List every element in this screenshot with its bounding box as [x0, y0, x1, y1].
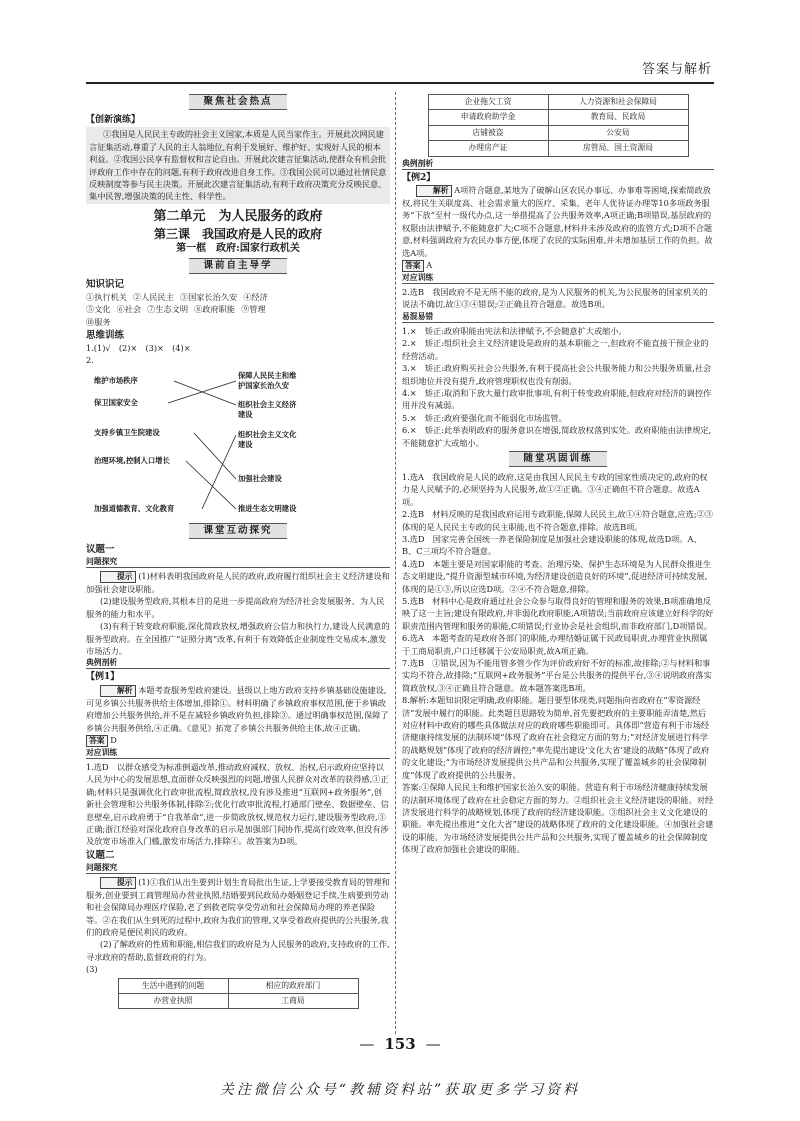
header-rule [86, 82, 714, 84]
confusion-item: 1.× 矫正:政府职能由宪法和法律赋予,不会随意扩大或缩小。 [402, 325, 627, 336]
topic-2-answer-1: 提示 (1)①我们从出生要到计划生育局批出生证,上学要接受教育局的管理和服务,创业要到工商管理局办营业执照,结婚要到民政局办婚姻登记手续,生病要到劳动和社会保障局办理医疗保险,老了到救老院享受劳动和社会保障局办理的养老保险等。②在我们从生到死的过程中,政府为我们的管理,又享受着政府提供的公共服务,我们的政府是便民利民的政府。 [86, 876, 390, 937]
diagram-right-3b: 建设 [238, 439, 253, 449]
confusion-item: 3.× 矫正:政府购买社会公共服务,有利于提高社会公共服务能力和公共服务质量,社会组织地位并没有提升,政府管理职权也没有削弱。 [402, 363, 712, 386]
table-row: 生活中遇到的问题 相应的政府部门 [118, 978, 358, 993]
table-row: 店铺被盗 公安局 [428, 125, 688, 140]
question-explore-label-2: 问题探究 [86, 863, 390, 874]
diagram-right-3a: 组织社会主义文化 [238, 429, 297, 439]
diagram-left-1: 维护市场秩序 [94, 375, 138, 385]
diagram-left-2: 保卫国家安全 [94, 397, 138, 407]
example-1-answer: 答案 D [86, 734, 390, 747]
knowledge-row-2: ⑤文化 ⑥社会 ⑦生态文明 ⑧政府职能 ⑨管理 [86, 304, 266, 315]
diagram-right-1a: 保障人民民主和维 [238, 370, 297, 380]
innovation-text: ①我国是人民民主专政的社会主义国家,本质是人民当家作主。开展此次网民建言征集活动,尊重了人民的主人翁地位,有利于发展好、维护好、实现好人民的根本利益。②我国公民享有监督权和言论自由。开展此次建言征集活动,使群众有机会批评政府工作中存在的问题,有利于政府改进自身工作。③我国公民可以通过社情民意反映制度等参与民主决策。开展此次建言征集活动,有利于政府决策充分反映民意、集中民智,增强决策的民主性、科学性。 [86, 127, 390, 203]
topic-2-heading: 议题二 [86, 849, 115, 861]
example-1-number: 【例1】 [86, 672, 120, 683]
example-2-number: 【例2】 [402, 172, 436, 183]
topic-2-answer-2: (2)了解政府的性质和职能,相信我们的政府是为人民服务的政府,支持政府的工作,寻求政府的帮助,监督政府的行为。 [86, 939, 390, 962]
header-title: 答案与解析 [641, 62, 712, 77]
table-row: 办营业执照 工商局 [118, 994, 358, 1009]
matching-diagram [86, 369, 390, 521]
left-column [86, 92, 390, 1011]
diagram-right-1b: 护国家长治久安 [238, 380, 290, 390]
topic-1-answer-1: 提示 (1)材料表明我国政府是人民的政府,政府履行组织社会主义经济建设和加强社会建设职能。 [86, 570, 390, 594]
example-label-1: 典例剖析 [86, 658, 390, 669]
dept-table-left [118, 978, 359, 1010]
example-2-analysis: 解析 A项符合题意,某地为了破解山区农民办事远、办事难等困境,探索简政放权,将民生关联度高、社会需求量大的医疗、采集、老年人优待证办理等10多项政务服务“下放”至村一级代办点,这一举措提高了公共服务效率,A项正确;B项错误,基层政府的权限由法律赋予,不能随意扩大;C项不合题意,材料并未涉及政府的监管方式;D项不合题意,材料强调政府为农民办事方便,体现了农民的实际困难,并未增加基层工作的负担。故选A项。 [402, 185, 713, 258]
knowledge-heading: 知识识记 [86, 278, 125, 290]
diagram-left-5: 加强道德教育、文化教育 [94, 503, 175, 513]
consolidate-item: 6.选A 本题考查的是政府各部门的职能,办理结婚证属于民政局职责,办理营业执照属于工商局职责,户口迁移属于公安局职责,故A项正确。 [402, 633, 708, 656]
thinking-heading: 思维训练 [86, 330, 125, 342]
unit-title: 第二单元 为人民服务的政府 [153, 208, 323, 224]
consolidate-item: 7.选B ①错误,因为不能用管多管少作为评价政府好不好的标准,故排除;②与材料和事实均不符合,故排除;“互联网+政务服务”平台是公共服务的提供平台,③④说明政府落实简政放权,③④正确且符合题意。故本题答案选B项。 [402, 658, 712, 693]
frame-title: 第一框 政府:国家行政机关 [176, 242, 300, 254]
topic-1-answer-2: (2)建设服务型政府,其根本目的是进一步提高政府为经济社会发展服务、为人民服务的能力和水平。 [86, 596, 385, 619]
column-divider [395, 92, 396, 1034]
diagram-right-5: 推进生态文明建设 [238, 503, 297, 513]
consolidate-item: 4.选D 本题主要是对国家职能的考查。治理污染、保护生态环境是为人民群众推进生态文明建设,“提升资源型城市环境,为经济建设创造良好的环境”,促进经济可持续发展,体现的是①③,所以应选D项。②④不符合题意,排除。 [402, 558, 712, 594]
topic-2-answer-3: (3) [86, 964, 98, 975]
confusion-item: 4.× 矫正:取消和下放大量行政审批事项,有利于转变政府职能,但政府对经济的调控作用并没有减弱。 [402, 387, 712, 411]
diagram-left-4: 治理环境,控制人口增长 [94, 455, 170, 465]
knowledge-row-1: ①执行机关 ②人民民主 ③国家长治久安 ④经济 [86, 291, 268, 302]
consolidate-item: 2.选B 材料反映的是我国政府运用专政职能,保障人民民主,故①④符合题意,应选;②③体现的是人民民主专政的民主职能,也不符合题意,排除。故选B项。 [402, 509, 713, 532]
consolidate-item: 1.选A 我国政府是人民的政府,这是由我国人民民主专政的国家性质决定的,政府的权力是人民赋予的,必须坚持为人民服务,故①②正确。③④正确但不符合题意。故选A项。 [402, 471, 708, 507]
banner-preview: 课前自主导学 [86, 258, 390, 274]
consolidate-item: 3.选D 国家完善全国统一养老保险制度是加强社会建设职能的体现,故选D项。A、B、C三项均不符合题意。 [402, 533, 702, 557]
example-2-answer: 答案 A [402, 259, 714, 272]
diagram-right-4: 加强社会建设 [238, 473, 282, 483]
banner-social-hotspot: 聚焦社会热点 [86, 94, 390, 110]
banner-consolidate: 随堂巩固训练 [402, 451, 714, 467]
training-1-text: 1.选D 以群众感受为标准倒逼改革,推动政府减权、放权、治权,启示政府应坚持以人民为中心的发展思想,直面群众反映强烈的问题,增强人民群众对改革的获得感,①正确;材料只是强调优化行政审批流程,简政放权,没有涉及推进“互联网+政务服务”,创新社会管理和公共服务体制,排除②;优化行政审批流程,打通部门壁垒、数据壁垒、信息壁垒,启示政府勇于“自我革命”,进一步简政放权,规范权力运行,建设服务型政府,③正确;浙江经验对深化政府自身改革的启示是加强部门间协作,提高行政效率,但没有涉及放宽市场准入门槛,激发市场活力,排除④。故答案为D项。 [86, 761, 389, 847]
training-label-2: 对应训练 [402, 273, 714, 284]
diagram-right-2a: 组织社会主义经济 [238, 399, 297, 409]
diagram-right-2b: 建设 [238, 409, 253, 419]
right-column [402, 92, 714, 856]
confusion-item: 2.× 矫正:组织社会主义经济建设是政府的基本职能之一,但政府不能直接干预企业的经营活动。 [402, 338, 709, 361]
consolidate-item: 8.解析:本题知识限定明确,政府职能。题目要型体现类,问题指向省政府在“零资源经济”发展中履行的职能。此类题目思路较为简单,首先要把政府的主要职能弄清楚,然后对应材料中政府的哪些具体做法对应的政府哪些职能即可。具体即“营造有利于市场经济健康持续发展的法制环境”体现了政府在社会稳定方面的努力;“对经济发展进行科学的战略规划”体现了政府的经济调控;“率先提出建设‘文化大省’建设的战略”体现了政府的文化建设;“为市场经济发展提供公共产品和公共服务,实现了覆盖城乡的社会保障制度”体现了政府提供的公共服务。 [402, 695, 710, 780]
topic-1-answer-3: (3)有利于转变政府职能,深化简政放权,增强政府公信力和执行力,建设人民满意的服务型政府。在全国推广“证照分离”改革,有利于有效降低企业制度性交易成本,激发市场活力。 [86, 621, 390, 656]
topic-1-heading: 议题一 [86, 543, 115, 555]
page-number: — 153 — [359, 1035, 441, 1053]
lesson-title: 第三课 我国政府是人民的政府 [153, 226, 322, 241]
consolidate-item: 5.选B 材料中心是政府通过社会公众参与取得良好的管理和服务的效果,B项准确地反映了这一主旨;建设有限政府,并非弱化政府职能,A项错误;当前政府应该建立好科学的好职责范围内管理和服务的职能,C项错误;行业协会是社会组织,而非政府部门,D项错误。 [402, 596, 714, 631]
thinking-answer-2: 2. [86, 355, 94, 366]
table-row: 申请政府助学金 教育局、民政局 [428, 110, 688, 125]
table-row: 办理房产证 房管局、国土资源局 [428, 141, 688, 156]
footer-note: 关注微信公众号“教辅资料站”获取更多学习资料 [219, 1082, 581, 1098]
thinking-answer-1: 1.(1)√ (2)× (3)× (4)× [86, 343, 191, 354]
confusion-item: 5.× 矫正:政府要强化而不能弱化市场监管。 [402, 412, 567, 423]
diagram-left-3: 支持乡镇卫生院建设 [94, 427, 160, 437]
training-2-text: 2.选B 我国政府不是无所不能的政府,是为人民服务的机关,为公民服务的国家机关的说法不确切,故①③④错误;②正确且符合题意。故选B项。 [402, 287, 708, 310]
consolidate-answer-8: 答案:①保障人民民主和维护国家长治久安的职能。营造有利于市场经济健康持续发展的法制环境体现了政府在社会稳定方面的努力。②组织社会主义经济建设的职能。对经济发展进行科学的战略规划,体现了政府的经济建设职能。③组织社会主义文化建设的职能。率先提出推进“文化大省”建设的战略体现了政府的文化建设职能。④加强社会建设的职能。为市场经济发展提供公共产品和公共服务,实现了覆盖城乡的社会保障制度体现了政府加强社会建设的职能。 [402, 782, 714, 855]
table-row: 企业拖欠工资 人力资源和社会保障局 [428, 95, 688, 110]
training-label-1: 对应训练 [86, 748, 390, 759]
example-label-2: 典例剖析 [402, 159, 714, 170]
innovation-tag: 【创新演练】 [86, 115, 141, 125]
confusion-item: 6.× 矫正:此举表明政府的服务意识在增强,简政放权落到实处。政府职能由法律规定,不能随意扩大或缩小。 [402, 425, 712, 448]
example-1-analysis: 解析 本题考查服务型政府建设。县级以上地方政府支持乡镇基础设施建设,可见乡镇公共服务供给主体增加,排除①。材料明确了乡镇政府事权范围,便于乡镇政府增加公共服务供给,并不是在减轻乡镇政府负担,排除③。通过明确事权范围,保障了乡镇公共服务供给,④正确。《意见》拓宽了乡镇公共服务供给主体,故④正确。 [86, 684, 389, 733]
confusion-label: 易混易错 [402, 312, 714, 323]
banner-classroom: 课堂互动探究 [86, 523, 390, 539]
dept-table-right [428, 94, 689, 157]
question-explore-label-1: 问题探究 [86, 557, 390, 568]
knowledge-row-3: ⑩服务 [86, 316, 111, 327]
